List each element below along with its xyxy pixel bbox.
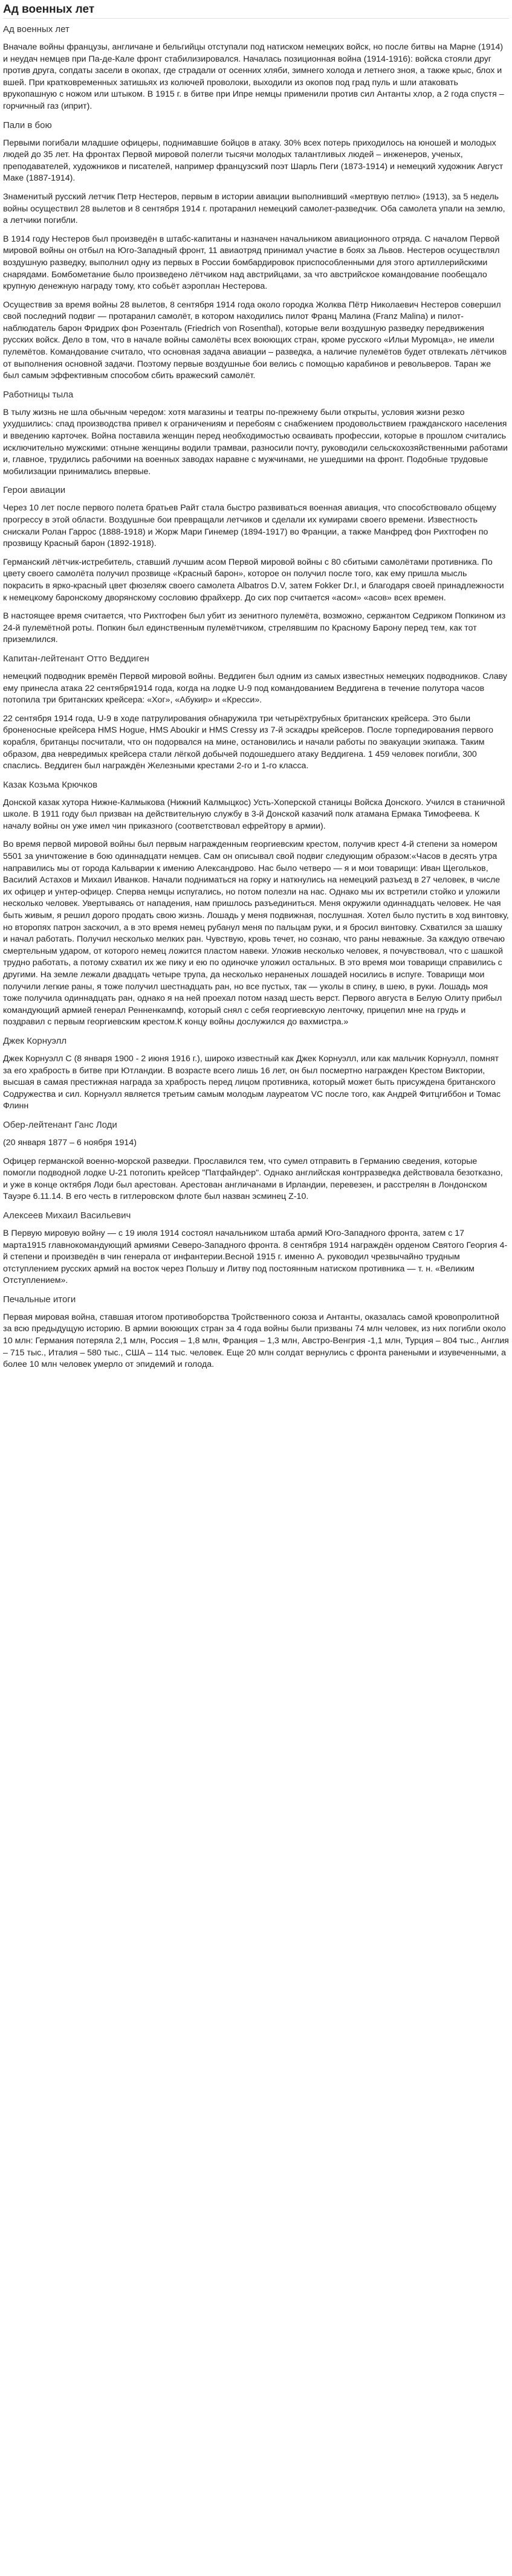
section-heading: Джек Корнуэлл [3, 1035, 67, 1046]
article-section [3, 120, 509, 382]
article-section [3, 484, 509, 646]
paragraph: Первыми погибали младшие офицеры, поднимавшие бойцов в атаку. 30% всех потерь приходилось на юношей и молодых людей до 35 лет. На фронтах Первой мировой полегли тысячи молодых талантливых людей – инженеров, ученых, преподавателей, художников и писателей, например французский поэт Шарль Пеги (1873-1914) и немецкий художник Август Маке (1887-1914). [3, 138, 504, 184]
section-heading: Ад военных лет [3, 24, 70, 34]
article-body [3, 24, 509, 1371]
section-heading: Алексеев Михаил Васильевич [3, 1210, 131, 1221]
article-section [3, 24, 509, 113]
paragraph: В тылу жизнь не шла обычным чередом: хотя магазины и театры по-прежнему были открыты, условия жизни резко ухудшились: спад производства привел к ограничениям и перебоям с снабжением продовольствием гражданского населения и введению карточек. Война поставила женщин перед необходимостью осваивать профессии, которые в прошлом считались исключительно мужскими: отныне женщины водили трамваи, разносили почту, руководили сельскохозяйственными работами и, главное, трудились рабочими на военных заводах наравне с мужчинами, не ушедшими на фронт. Подобные трудовые мобилизации принимались впервые. [3, 407, 508, 477]
paragraph: Знаменитый русский летчик Петр Нестеров, первым в истории авиации выполнивший «мертвую петлю» (1913), за 5 недель войны осуществил 28 вылетов и 8 сентября 1914 г. протаранил немецкий самолет-разведчик. Оба самолета упали на землю, а летчики погибли. [3, 191, 505, 226]
paragraph: Во время первой мировой войны был первым награжденным георгиевским крестом, получив крест 4-й степени за номером 5501 за уничтожение в бою одиннадцати немцев. Сам он описывал свой подвиг следующим образом:«Часов в десять утра направились мы от города Кальварии к имению Александрово. Нас было четверо — я и мои товарищи: Иван Щегольков, Василий Астахов и Михаил Иванков. Начали подниматься на горку и наткнулись на немецкий разъезд в 27 человек, в числе их офицер и унтер-офицер. Сперва немцы испугались, но потом полезли на нас. Однако мы их встретили стойко и уложили несколько человек. Увертываясь от нападения, нам пришлось разъединиться. Меня окружили одиннадцать человек. Не чая быть живым, я решил дорого продать свою жизнь. Лошадь у меня подвижная, послушная. Хотел было пустить в ход винтовку, но второпях патрон заскочил, а в это время немец рубанул меня по пальцам руки, и я бросил винтовку. Схватился за шашку и начал работать. Получил несколько мелких ран. Чувствую, кровь течет, но сознаю, что раны неважные. За каждую отвечаю смертельным ударом, от которого немец ложится пластом навеки. Уложив несколько человек, я почувствовал, что с шашкой трудно работать, а потому схватил их же пику и ею по одиночке уложил остальных. В это время мои товарищи справились с другими. На земле лежали двадцать четыре трупа, да несколько нераненых лошадей носились в испуге. Товарищи мои получили легкие раны, я тоже получил шестнадцать ран, но все пустых, так — уколы в спину, в шею, в руки. Лошадь моя тоже получила одиннадцать ран, однако я на ней проехал потом назад шесть верст. Первого августа в Белую Олиту прибыл командующий армией генерал Ренненкампф, который снял с себя георгиевскую ленточку, прицепил мне на грудь и поздравил с первым георгиевским крестом.К концу войны дослужился до вахмистра.» [3, 840, 509, 1027]
section-heading: Казак Козьма Крючков [3, 779, 98, 790]
section-heading: Пали в бою [3, 120, 52, 130]
paragraph: В Первую мировую войну — с 19 июля 1914 состоял начальником штаба армий Юго-Западного фронта, затем с 17 марта1915 главнокомандующий армиями Северо-Западного фронта. 8 сентября 1914 награждён орденом Святого Георгия 4-й степени и произведён в чин генерала от инфантерии.Весной 1915 г. именно А. руководил чрезвычайно трудным отступлением русских армий на восток через Польшу и Литву под постоянным натиском противника — т. н. «Великим Отступлением». [3, 1228, 508, 1286]
paragraph: Германский лётчик-истребитель, ставший лучшим асом Первой мировой войны с 80 сбитыми самолётами противника. По цвету своего самолёта получил прозвище «Красный барон», которое он получил после того, как ему пришла мысль покрасить в ярко-красный цвет фюзеляж своего самолета Albatros D.V, затем Fokker Dr.I, и благодаря своей принадлежности к немецкому баронскому дворянскому сословию фрайхерр. До сих пор считается «асом» «асов» всех времен. [3, 557, 504, 603]
article-section [3, 1119, 509, 1203]
paragraph: Первая мировая война, ставшая итогом противоборства Тройственного союза и Антанты, оказалась самой кровопролитной за всю предыдущую историю. В армии воюющих стран за 4 года войны были призваны 74 млн человек, из них погибли около 10 млн: Германия потеряла 2,1 млн, Россия – 1,8 млн, Франция – 1,3 млн, Австро-Венгрия -1,1 млн, Турция – 804 тыс., Англия – 715 тыс., Италия – 580 тыс., США – 114 тыс. человек. Еще 20 млн солдат вернулись с фронта ранеными и изувеченными, а более 10 млн человек умерло от эпидемий и голода. [3, 1312, 509, 1370]
section-heading: Капитан-лейтенант Отто Веддиген [3, 653, 149, 664]
article-section [3, 1294, 509, 1371]
article-section [3, 389, 509, 478]
page-title: Ад военных лет [3, 2, 509, 19]
paragraph: В 1914 году Нестеров был произведён в штабс-капитаны и назначен начальником авиационного отряда. С началом Первой мировой войны он отбыл на Юго-Западный фронт, 11 авиаотряд принимал участие в боях за Львов. Нестеров осуществлял воздушную разведку, выполнил одну из первых в России бомбардировок приспособленными для этого артиллерийскими снарядами. Бомбометание было произведено лётчиком над австрийцами, за что австрийское командование пообещало крупную денежную награду тому, кто собьёт аэроплан Нестерова. [3, 234, 500, 292]
paragraph: Осуществив за время войны 28 вылетов, 8 сентября 1914 года около городка Жолква Пётр Николаевич Нестеров совершил свой последний подвиг — протаранил самолёт, в котором находились пилот Франц Малина (Franz Malina) и пилот-наблюдатель барон Фридрих фон Розенталь (Friedrich von Rosenthal), которые вели воздушную разведку передвижения русских войск. Дело в том, что в начале войны самолёты всех воюющих стран, кроме русского «Ильи Муромца», не имели пулемётов. Командование считало, что основная задача авиации – разведка, а наличие пулемётов будет отвлекать лётчиков от выполнения основной задачи. Поэтому первые воздушные бои велись с помощью карабинов и револьверов. Таран же был самым эффективным способом сбить вражеский самолёт. [3, 300, 507, 381]
section-heading: Печальные итоги [3, 1294, 76, 1305]
paragraph: Джек Корнуэлл С (8 января 1900 - 2 июня 1916 г.), широко известный как Джек Корнуэлл, или как мальчик Корнуэлл, помнят за его храбрость в битве при Ютландии. В возрасте всего лишь 16 лет, он был посмертно награжден Крестом Виктории, высшая в самая престижная награда за храбрость перед лицом противника, который может быть присуждена британского Содружества и сил. Корнуэлл является третьим самым молодым лауреатом VC после того, как Андрей Фитцгиббон и Томас Флинн [3, 1053, 501, 1111]
paragraph: Офицер германской военно-морской разведки. Прославился тем, что сумел отправить в Германию сведения, которые помогли подводной лодке U-21 потопить крейсер "Патфайндер". Однако английская контрразведка действовала безотказно, и уже в конце октября Лоди был арестован. Арестован англичанами в Ирландии, перевезен, и расстрелян в Лондонском Тауэре 6.11.14. В его честь в гитлеровском флоте был назван эсминец Z-10. [3, 1156, 503, 1202]
paragraph: Донской казак хутора Нижне-Калмыкова (Нижний Калмыцкос) Усть-Хоперской станицы Войска Донского. Учился в станичной школе. В 1911 году был призван на действительную службу в 3-й Донской казачий полк атамана Ермака Тимофеева. К началу войны он уже имел чин приказного (соответствовал ефрейтору в армии). [3, 797, 505, 831]
section-heading: Обер-лейтенант Ганс Лоди [3, 1119, 117, 1130]
paragraph: 22 сентября 1914 года, U-9 в ходе патрулирования обнаружила три четырёхтрубных британских крейсера. Это были броненосные крейсера HMS Hogue, HMS Aboukir и HMS Cressy из 7-й эскадры крейсеров. После торпедирования первого корабля, британцы посчитали, что он подорвался на мине, остановились и начали работы по эвакуации экипажа. Таким образом, два невредимых крейсера стали лёгкой добычей подошедшего атаку Веддигена. 1 459 человек погибли, 300 спаслись. Веддиген был награждён Железными крестами 2-го и 1-го класса. [3, 713, 494, 771]
article-section [3, 1035, 509, 1113]
article-section [3, 1210, 509, 1287]
paragraph: немецкий подводник времён Первой мировой войны. Веддиген был одним из самых известных немецких подводников. Славу ему принесла атака 22 сентября1914 года, когда на лодке U-9 под командованием Веддигена в течение полутора часов потопила три британских крейсера: «Хог», «Абукир» и «Кресси». [3, 671, 507, 705]
article-section [3, 779, 509, 1029]
section-heading: Герои авиации [3, 485, 66, 496]
section-heading: Работницы тыла [3, 389, 74, 400]
paragraph: (20 января 1877 – 6 ноября 1914) [3, 1137, 137, 1148]
paragraph: В настоящее время считается, что Рихтгофен был убит из зенитного пулемёта, возможно, сержантом Седриком Попкином из 24-й пулемётной роты. Попкин был единственным пулемётчиком, стрелявшим по Красному Барону перед тем, как тот приземлился. [3, 611, 506, 645]
paragraph: Вначале войны французы, англичане и бельгийцы отступали под натиском немецких войск, но после битвы на Марне (1914) и неудач немцев при Па-де-Кале фронт стабилизировался. Началась позиционная война (1914-1916): войска стояли друг против друга, сопдаты засели в окопах, где страдали от осенних хляби, зимнего холода и летнего зноя, а также крыс, блох и вшей. При кратковременных затишьях из колючей проволоки, выходили из окопов под град пуль и шли атаковать врукопашную с ножом или штыком. В 1915 г. в битве при Ипре немцы применили против сил Антанты хлор, а 2 года спустя – горчичный газ (иприт). [3, 42, 504, 111]
paragraph: Через 10 лет после первого полета братьев Райт стала быстро развиваться военная авиация, что способствовало общему прогрессу в этой области. Воздушные бои превращали летчиков и сделали их кумирами своего времени. Известность снискали Ролан Гаррос (1888-1918) и Жорж Мари Гинемер (1894-1917) во Франции, а также Манфред фон Рихтгофен по прозвищу Красный барон (1892-1918). [3, 503, 497, 549]
article-section [3, 653, 509, 772]
